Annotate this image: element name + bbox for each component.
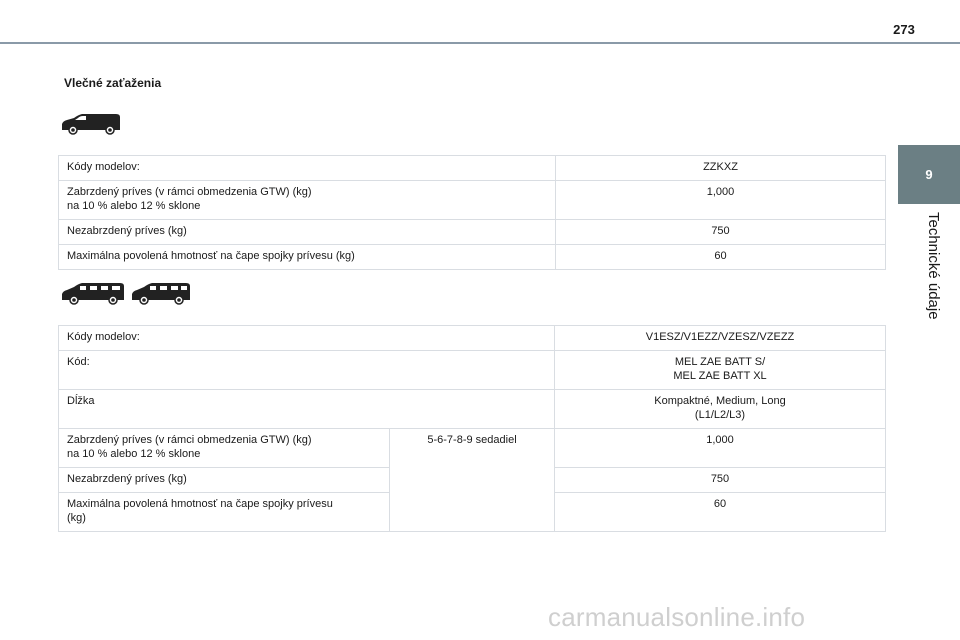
row-label: Kód: [59,351,555,390]
row-value: 60 [555,493,886,532]
watermark: carmanualsonline.info [548,602,806,632]
panel-van-icon [60,113,122,135]
passenger-van-icon [130,281,192,305]
label-line: (kg) [67,512,86,524]
table-row [59,390,886,429]
row-label: Maximálna povolená hmotnosť na čape spojky prívesu (kg) [59,245,556,270]
row-label: Dĺžka [59,390,555,429]
table-row [59,181,886,220]
header-rule [0,42,960,44]
row-label [59,493,390,532]
table-row [59,220,886,245]
chapter-number: 9 [925,167,933,182]
label-line: Maximálna povolená hmotnosť na čape spojky prívesu [67,498,333,510]
table-row [59,245,886,270]
row-label: Nezabrzdený príves (kg) [59,220,556,245]
label-line: Zabrzdený príves (v rámci obmedzenia GTW) (kg) [67,186,312,198]
section-title: Vlečné zaťaženia [64,76,162,90]
row-label: Kódy modelov: [59,326,555,351]
chapter-tab[interactable] [898,145,960,204]
value-line: MEL ZAE BATT XL [673,370,767,382]
table-row [59,429,886,468]
row-value: 1,000 [556,181,886,220]
passenger-van-icon [60,281,126,305]
row-label [59,181,556,220]
row-value: 750 [555,468,886,493]
row-value: 750 [556,220,886,245]
row-label: Kódy modelov: [59,156,556,181]
table-row [59,326,886,351]
row-value: ZZKXZ [556,156,886,181]
row-value [555,351,886,390]
label-line: Zabrzdený príves (v rámci obmedzenia GTW) (kg) [67,434,312,446]
table-row [59,156,886,181]
row-value: 60 [556,245,886,270]
page-number: 273 [893,22,915,37]
towing-table-panel-van [58,155,886,270]
value-line: Kompaktné, Medium, Long [654,395,786,407]
row-value: V1ESZ/V1EZZ/VZESZ/VZEZZ [555,326,886,351]
label-line: na 10 % alebo 12 % sklone [67,448,201,460]
value-line: (L1/L2/L3) [694,409,746,421]
table-row [59,351,886,390]
row-label [59,429,390,468]
value-line: MEL ZAE BATT S/ [674,356,766,368]
towing-table-passenger-van [58,325,886,532]
label-line: na 10 % alebo 12 % sklone [67,200,201,212]
row-value [555,390,886,429]
row-label: Nezabrzdený príves (kg) [59,468,390,493]
chapter-label: Technické údaje [925,212,942,320]
row-value: 1,000 [555,429,886,468]
seats-cell: 5-6-7-8-9 sedadiel [390,429,555,532]
